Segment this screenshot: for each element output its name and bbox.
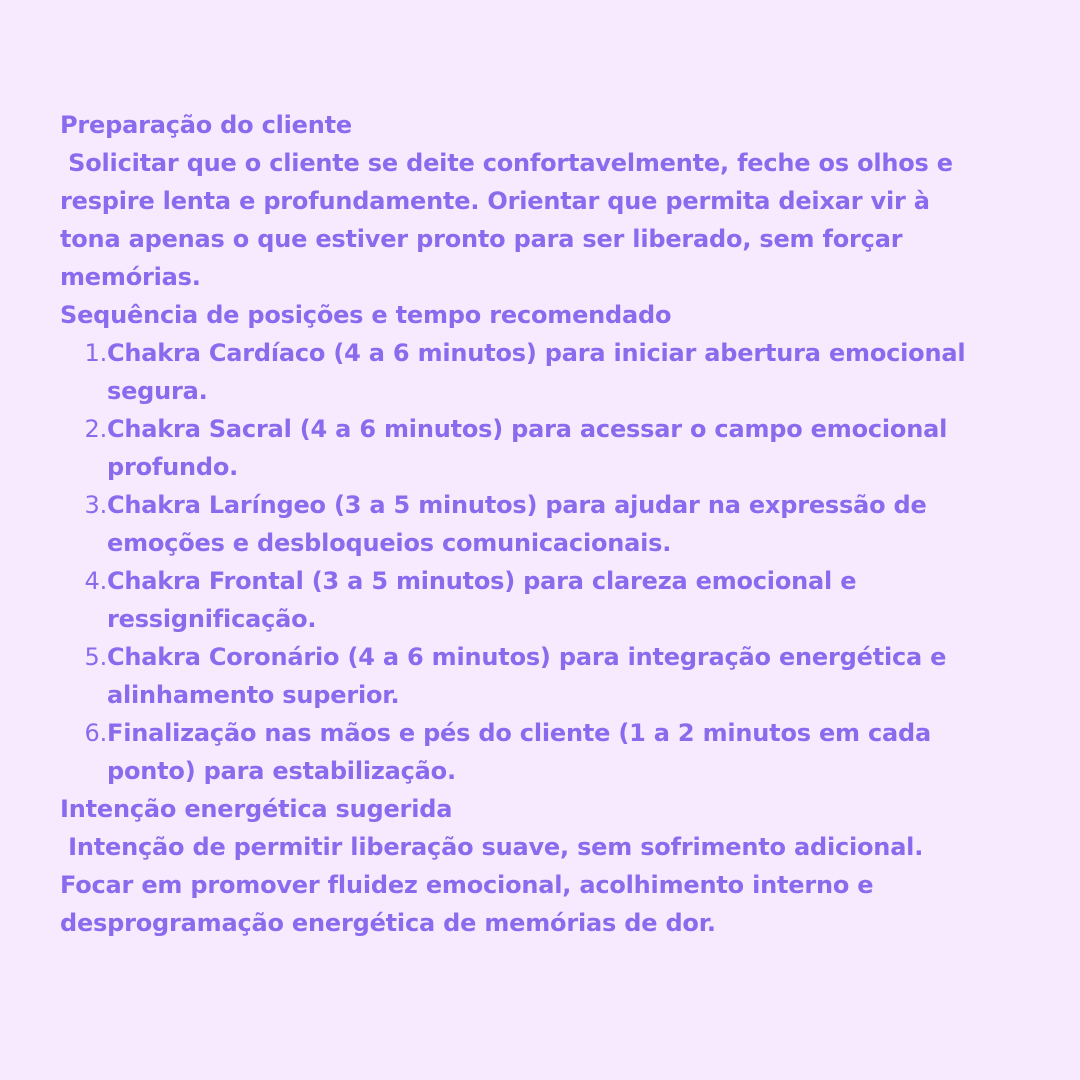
step-number: 6. bbox=[84, 719, 107, 747]
step-text: Chakra Coronário (4 a 6 minutos) para integração energética e alinhamento superior. bbox=[107, 643, 947, 709]
step-text: Finalização nas mãos e pés do cliente (1 a 2 minutos em cada ponto) para estabilização. bbox=[107, 719, 932, 785]
step-text: Chakra Sacral (4 a 6 minutos) para acessar o campo emocional profundo. bbox=[107, 415, 948, 481]
step-number: 2. bbox=[84, 415, 107, 443]
list-item bbox=[60, 638, 995, 714]
list-item bbox=[60, 410, 995, 486]
step-text: Chakra Cardíaco (4 a 6 minutos) para iniciar abertura emocional segura. bbox=[107, 339, 966, 405]
steps-list bbox=[60, 334, 995, 790]
step-text: Chakra Laríngeo (3 a 5 minutos) para ajudar na expressão de emoções e desbloqueios comunicacionais. bbox=[107, 491, 927, 557]
list-item bbox=[60, 486, 995, 562]
sequence-heading: Sequência de posições e tempo recomendado bbox=[60, 301, 672, 329]
step-number: 3. bbox=[84, 491, 107, 519]
preparation-heading: Preparação do cliente bbox=[60, 111, 352, 139]
intention-text: Intenção de permitir liberação suave, sem sofrimento adicional. Focar em promover fluidez emocional, acolhimento interno e desprogramação energética de memórias de dor. bbox=[60, 833, 932, 937]
list-item bbox=[60, 334, 995, 410]
list-item bbox=[60, 714, 995, 790]
preparation-text: Solicitar que o cliente se deite confortavelmente, feche os olhos e respire lenta e profundamente. Orientar que permita deixar vir à tona apenas o que estiver pronto para ser liberado, sem forçar memórias. bbox=[60, 149, 962, 291]
step-text: Chakra Frontal (3 a 5 minutos) para clareza emocional e ressignificação. bbox=[107, 567, 857, 633]
list-item bbox=[60, 562, 995, 638]
document-body bbox=[60, 106, 995, 942]
intention-heading: Intenção energética sugerida bbox=[60, 795, 453, 823]
step-number: 5. bbox=[84, 643, 107, 671]
step-number: 4. bbox=[84, 567, 107, 595]
step-number: 1. bbox=[84, 339, 107, 367]
